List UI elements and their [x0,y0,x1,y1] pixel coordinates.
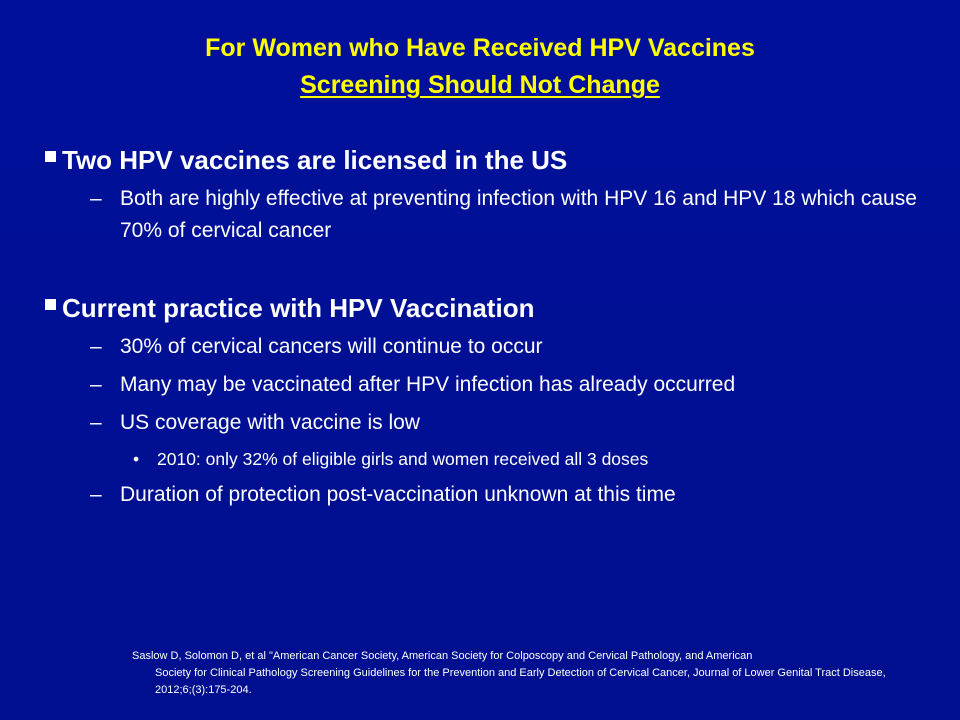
sub-bullet-text: US coverage with vaccine is low [120,411,420,434]
sub-bullet-text: 30% of cervical cancers will continue to occur [120,335,543,358]
sub-bullet-text: Duration of protection post-vaccination unknown at this time [120,483,676,506]
sub-bullet [90,183,925,247]
bullet-heading: Two HPV vaccines are licensed in the US [62,145,568,175]
sub-bullet [90,407,925,439]
title-line-2-text: Screening Should Not Change [300,71,660,99]
bullet-heading: Current practice with HPV Vaccination [62,293,535,323]
sub-sub-bullet-text: 2010: only 32% of eligible girls and women received all 3 doses [157,449,649,469]
dot-bullet-icon: • [133,449,140,469]
citation-line-1: Saslow D, Solomon D, et al "American Cancer Society, American Society for Colposcopy and Cervical Pathology, and American [132,650,753,662]
dash-icon: – [90,373,102,396]
bullet-current-practice [45,291,925,325]
square-bullet-icon [45,299,56,310]
bullet-licensed-vaccines [45,143,925,177]
sub-bullet-text: Both are highly effective at preventing infection with HPV 16 and HPV 18 which cause 70% of cervical cancer [120,187,917,242]
square-bullet-icon [45,151,56,162]
dash-icon: – [90,483,102,506]
citation-continuation: Society for Clinical Pathology Screening Guidelines for the Prevention and Early Detection of Cervical Cancer, Journal of Lower Genital Tract Disease, 2012;6;(3):175-204. [155,667,886,696]
sub-bullet-text: Many may be vaccinated after HPV infection has already occurred [120,373,736,396]
slide-title [0,30,960,104]
dash-icon: – [90,187,102,210]
slide-content [45,143,925,511]
title-line-1: For Women who Have Received HPV Vaccines [205,34,755,62]
sub-sub-bullet [133,445,925,473]
dash-icon: – [90,411,102,434]
sub-bullet [90,479,925,511]
sub-bullet [90,331,925,363]
dash-icon: – [90,335,102,358]
title-line-2 [0,67,960,104]
sub-bullet [90,369,925,401]
citation [132,648,892,699]
